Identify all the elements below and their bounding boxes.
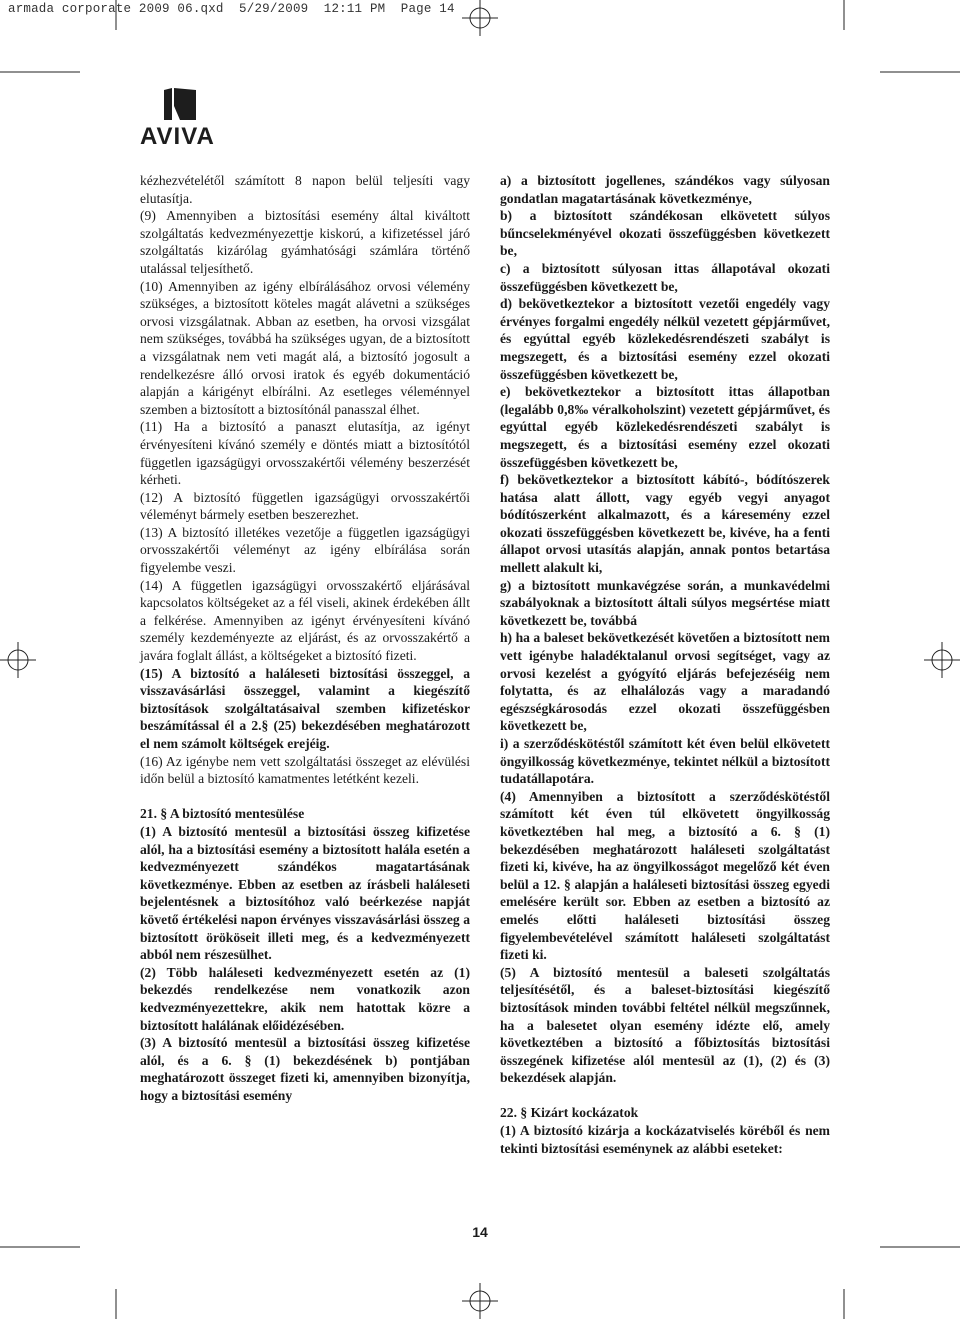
paragraph: (13) A biztosító illetékes vezetője a független igazságügyi orvosszakértői véleményt az igény elbírálása során figyelembe veszi. xyxy=(140,524,470,576)
crop-mark-bottom-left xyxy=(0,1239,120,1319)
paragraph: (9) Amennyiben a biztosítási esemény által kiváltott szolgáltatás kedvezményezettje kiskorú, a kifizetéssel járó szolgáltatás kizárólag gyámhatósági számlára történő utalással teljesíthető. xyxy=(140,208,470,276)
page-number: 14 xyxy=(472,1224,488,1240)
paragraph: 22. § Kizárt kockázatok xyxy=(500,1105,639,1121)
right-text-column xyxy=(500,172,830,1157)
paragraph: c) a biztosított súlyosan ittas állapotával okozati összefüggésben következett be, xyxy=(500,260,830,294)
crop-mark-top-right xyxy=(840,0,960,80)
paragraph: f) bekövetkeztekor a biztosított kábító-, bódítószerek hatása alatt állott, vagy egyéb vegyi anyagot bódítószerként alkalmazott, és a káresemény ezzel okozati összefüggésben következett be, kivéve, ha a fenti állapot orvosi utasítás alapján, annak pontos betartása mellett alakult ki, xyxy=(500,472,830,576)
paragraph: b) a biztosított szándékosan elkövetett súlyos bűncselekményével okozati összefüggésben következett be, xyxy=(500,208,830,259)
paragraph: (10) Amennyiben az igény elbírálásához orvosi vélemény szükséges, a biztosított köteles magát alávetni a szükséges orvosi vizsgálatnak. Abban az esetben, ha orvosi vizsgálat nem szükséges, továbbá ha szükséges ugyan, de a biztosított a vizsgálatnak nem veti magát alá, a biztosító jogosult a rendelkezésre álló orvosi iratok és egyéb dokumentáció alapján a kárigényt elbírálni. Az esetleges véleménnyel szemben a biztosított a biztosítónál panasszal élhet. xyxy=(140,278,470,417)
paragraph: (11) Ha a biztosító a panaszt elutasítja, az igényt érvényesíteni kívánó személy e döntés miatt a biztosítótól független igazságügyi orvosszakértői vélemény beszerzését kérheti. xyxy=(140,419,470,488)
paragraph: d) bekövetkeztekor a biztosított vezetői engedély vagy érvényes forgalmi engedély nélkül vezetett gépjárművet, és egyúttal egyéb közlekedésrendészeti szabályt is megszegett, és a biztosítási esemény ezzel okozati összefüggésben következett be, xyxy=(500,296,830,382)
paragraph: (14) A független igazságügyi orvosszakértő eljárásával kapcsolatos költségeket az a fél viseli, akinek érdekében állt a felkérése. Amennyiben az igényt érvényesíteni kívánó személy kezdeményezte az eljárást, és az orvosszakértő a javára foglalt állást, a költségeket a biztosító fizeti. xyxy=(140,577,470,664)
paragraph: a) a biztosított jogellenes, szándékos vagy súlyosan gondatlan magatartásának következménye, xyxy=(500,173,830,206)
paragraph: i) a szerződéskötéstől számított két éven belül elkövetett öngyilkosság következménye, tekintet nélkül a biztosított tudatállapotára. xyxy=(500,736,830,787)
registration-mark-left xyxy=(0,640,36,680)
registration-mark-right xyxy=(924,640,960,680)
paragraph: (5) A biztosító mentesül a baleseti szolgáltatás teljesítésétől, és a baleset-biztosítási kiegészítő biztosítások minden további feltétel nélkül megszűnnek, ha a balesetet olyan esemény idézte elő, amely következtében a biztosító a főbiztosítás biztosítási összegének kifizetése alól mentesül az (1), (2) és (3) bekezdések alapján. xyxy=(500,964,830,1086)
paragraph: (2) Több haláleseti kedvezményezett esetén az (1) bekezdés rendelkezése nem vonatkozik azon kedvezményezettekre, akik nem hatottak közre a biztosított halálának előidézésében. xyxy=(140,964,470,1033)
left-text-column xyxy=(140,172,470,1104)
paragraph: kézhezvételétől számított 8 napon belül teljesíti vagy elutasítja. xyxy=(140,173,470,206)
paragraph: (1) A biztosító mentesül a biztosítási összeg kifizetése alól, ha a biztosítási esemény a biztosított halála esetén a kedvezményezett szándékos magatartásának következménye. Ebben az esetben az írásbeli haláleseti bejelentésnek a biztosítóhoz való beérkezése napját követő értékelési napon érvényes visszavásárlási összeg a biztosított örököseit illeti meg, és a kedvezményezett abból nem részesülhet. xyxy=(140,823,470,963)
print-slug-line: armada corporate 2009 06.qxd 5/29/2009 12:11 PM Page 14 xyxy=(8,2,455,16)
paragraph: (1) A biztosító kizárja a kockázatviselés köréből és nem tekinti biztosítási eseménynek az alábbi eseteket: xyxy=(500,1123,830,1156)
paragraph: (12) A biztosító független igazságügyi orvosszakértői véleményt bármely esetben beszerezhet. xyxy=(140,489,470,523)
paragraph: (16) Az igénybe nem vett szolgáltatási összeget az elévülési időn belül a biztosító kamatmentes letétként kezeli. xyxy=(140,753,470,787)
paragraph: 21. § A biztosító mentesülése xyxy=(140,806,305,822)
crop-mark-bottom-right xyxy=(840,1239,960,1319)
paragraph: e) bekövetkeztekor a biztosított ittas állapotban (legalább 0,8‰ véralkoholszint) vezetett gépjárművet, és egyúttal egyéb közlekedésrendészeti szabályt is megszegett, és a biztosítási esemény ezzel okozati összefüggésben következett be, xyxy=(500,384,830,470)
aviva-logo-text: AVIVA xyxy=(140,123,215,150)
crop-mark-top-left xyxy=(0,0,120,80)
paragraph: g) a biztosított munkavégzése során, a munkavédelmi szabályoknak a biztosított általi súlyos megsértése miatt következett be, továbbá xyxy=(500,577,830,628)
registration-mark-bottom xyxy=(460,1283,500,1319)
paragraph: (4) Amennyiben a biztosított a szerződéskötéstől számított két éven túl elkövetett öngyilkosság következtében hal meg, a biztosító a 6. § (1) bekezdésében meghatározott haláleseti szolgáltatást fizeti ki, kivéve, ha az öngyilkosságot megelőző két éven belül a 12. § alapján a haláleseti biztosítási összeg egyedi emelésére került sor. Ebben az esetben a biztosító az emelés előtti haláleseti biztosítási összeg figyelembevételével számított haláleseti szolgáltatást fizeti ki. xyxy=(500,788,830,963)
registration-mark-top xyxy=(460,0,500,36)
paragraph: (15) A biztosító a haláleseti biztosítási összeggel, a visszavásárlási összeggel, valamint a kiegészítő biztosítások szolgáltatásaival szemben kifizetéskor beszámítással él a 2.§ (25) bekezdésében meghatározott el nem számolt költségek erejéig. xyxy=(140,665,470,751)
paragraph: h) ha a baleset bekövetkezését követően a biztosított nem vett igénybe haladéktalanul orvosi segítséget, vagy az orvosi kezelést a gyógyító eljárás befejezéséig nem folytatta, és az elhalálozás vagy a maradandó egészségkárosodás ezzel okozati összefüggésben következett be, xyxy=(500,630,830,734)
paragraph: (3) A biztosító mentesül a biztosítási összeg kifizetése alól, és a 6. § (1) bekezdésének b) pontjában meghatározott összeget fizeti ki, amennyiben bizonyítja, hogy a biztosítási esemény xyxy=(140,1035,470,1103)
